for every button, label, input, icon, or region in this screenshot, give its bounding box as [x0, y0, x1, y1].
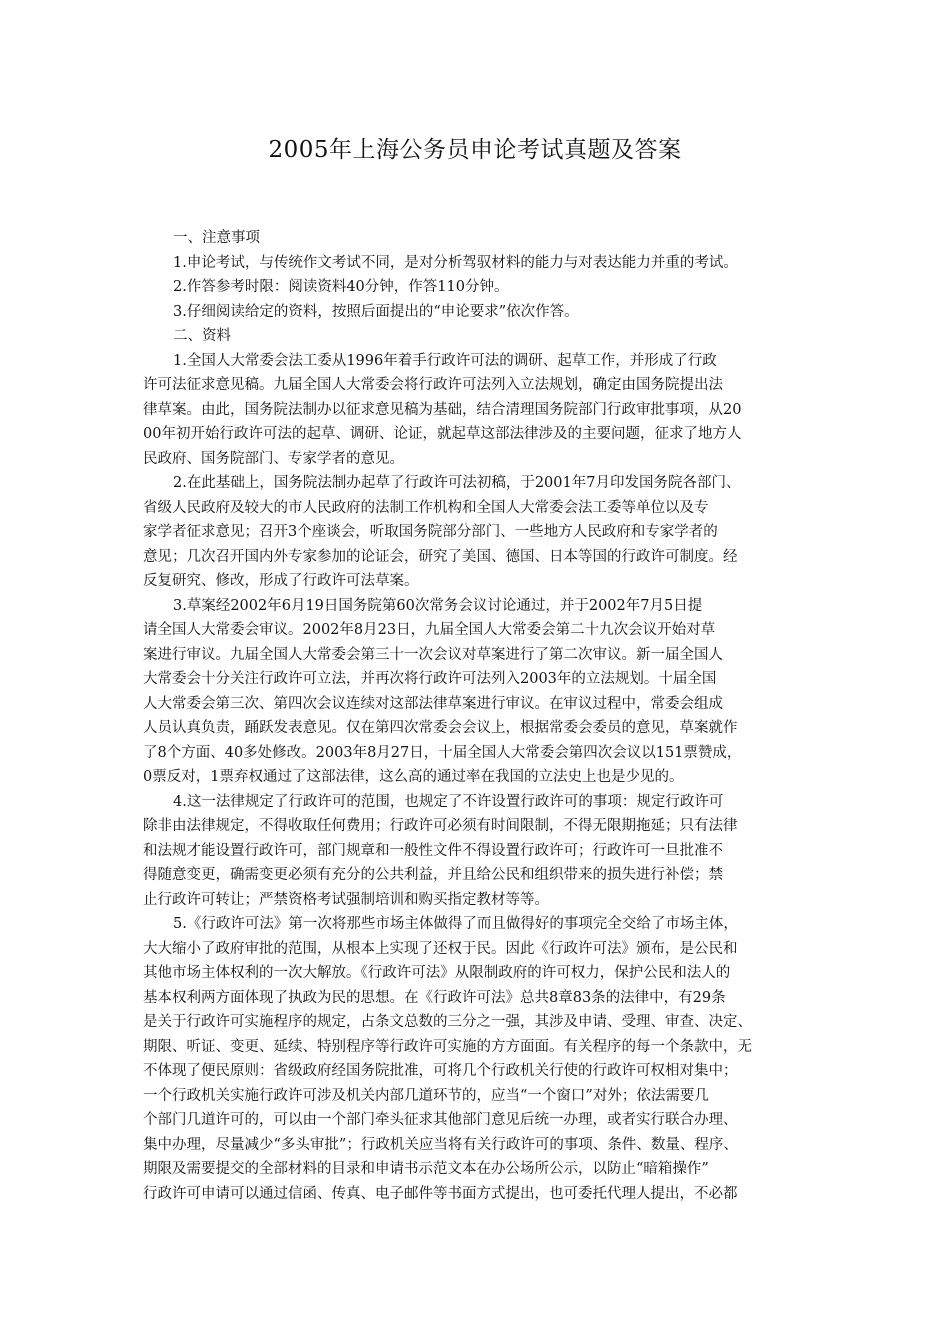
text-line: 其他市场主体权利的一次大解放。《行政许可法》从限制政府的许可权力，保护公民和法人的 [143, 965, 731, 981]
text-line: 2.在此基础上，国务院法制办起草了行政许可法初稿，于2001年7月印发国务院各部门、 [173, 475, 741, 491]
text-line: 1.申论考试，与传统作文考试不同，是对分析驾驭材料的能力与对表达能力并重的考试。 [173, 254, 738, 271]
text-line: 不体现了便民原则：省级政府经国务院批准，可将几个行政机关行使的行政许可权相对集中； [143, 1063, 738, 1079]
text-line: 集中办理，尽量减少“多头审批”；行政机关应当将有关行政许可的事项、条件、数量、程序、 [143, 1136, 738, 1153]
text-line: 0票反对，1票弃权通过了这部法律，这么高的通过率在我国的立法史上也是少见的。 [143, 769, 684, 785]
text-line: 5.《行政许可法》第一次将那些市场主体做得了而且做得好的事项完全交给了市场主体， [173, 916, 738, 932]
text-line: 民政府、国务院部门、专家学者的意见。 [143, 450, 404, 467]
document-body [143, 226, 823, 1206]
text-line: 二、资料 [173, 328, 231, 344]
text-line: 行政许可申请可以通过信函、传真、电子邮件等书面方式提出，也可委托代理人提出，不必都 [143, 1185, 738, 1202]
text-line: 大大缩小了政府审批的范围，从根本上实现了还权于民。因此《行政许可法》颁布，是公民和 [143, 940, 738, 957]
text-line: 期限、听证、变更、延续、特别程序等行政许可实施的方方面面。有关程序的每一个条款中，无 [143, 1038, 752, 1055]
text-line: 一个行政机关实施行政许可涉及机关内部几道环节的，应当“一个窗口”对外；依法需要几 [143, 1087, 709, 1104]
text-line: 了8个方面、40多处修改。2003年8月27日，十届全国人大常委会第四次会议以151票赞成， [143, 744, 742, 761]
text-line: 期限及需要提交的全部材料的目录和申请书示范文本在办公场所公示，以防止“暗箱操作” [143, 1161, 709, 1177]
text-line: 和法规才能设置行政许可，部门规章和一般性文件不得设置行政许可；行政许可一旦批准不 [143, 842, 723, 859]
text-line: 大常委会十分关注行政许可立法，并再次将行政许可法列入2003年的立法规划。十届全国 [143, 671, 717, 687]
text-line: 基本权利两方面体现了执政为民的思想。在《行政许可法》总共8章83条的法律中，有29条 [143, 989, 726, 1006]
text-line: 人大常委会第三次、第四次会议连续对这部法律草案进行审议。在审议过程中，常委会组成 [143, 695, 723, 712]
text-line: 家学者征求意见；召开3个座谈会，听取国务院部分部门、一些地方人民政府和专家学者的 [143, 524, 718, 540]
text-line: 除非由法律规定，不得收取任何费用；行政许可必须有时间限制，不得无限期拖延；只有法律 [143, 818, 738, 834]
text-line: 3.仔细阅读给定的资料，按照后面提出的“申论要求”依次作答。 [173, 303, 579, 320]
text-line: 得随意变更，确需变更必须有充分的公共利益，并且给公民和组织带来的损失进行补偿；禁 [143, 867, 723, 883]
text-line: 3.草案经2002年6月19日国务院第60次常务会议讨论通过，并于2002年7月5日提 [173, 597, 703, 614]
text-line: 00年初开始行政许可法的起草、调研、论证，就起草这部法律涉及的主要问题，征求了地方人 [143, 426, 742, 442]
text-line: 反复研究、修改，形成了行政许可法草案。 [143, 573, 419, 589]
text-line: 许可法征求意见稿。九届全国人大常委会将行政许可法列入立法规划，确定由国务院提出法 [143, 377, 723, 393]
document-title: 2005年上海公务员申论考试真题及答案 [268, 137, 682, 163]
text-line: 是关于行政许可实施程序的规定，占条文总数的三分之一强，其涉及申请、受理、审查、决定、 [143, 1014, 752, 1030]
text-line: 止行政许可转让；严禁资格考试强制培训和购买指定教材等等。 [143, 891, 549, 908]
text-line: 案进行审议。九届全国人大常委会第三十一次会议对草案进行了第二次审议。新一届全国人 [143, 646, 723, 663]
text-line: 律草案。由此，国务院法制办以征求意见稿为基础，结合清理国务院部门行政审批事项，从20 [143, 401, 742, 418]
text-line: 2.作答参考时限：阅读资料40分钟，作答110分钟。 [173, 279, 509, 295]
text-line: 请全国人大常委会审议。2002年8月23日，九届全国人大常委会第二十九次会议开始对草 [143, 622, 716, 638]
text-line: 人员认真负责，踊跃发表意见。仅在第四次常委会会议上，根据常委会委员的意见，草案就作 [143, 720, 738, 736]
text-line: 省级人民政府及较大的市人民政府的法制工作机构和全国人大常委会法工委等单位以及专 [143, 499, 709, 516]
text-line: 意见；几次召开国内外专家参加的论证会，研究了美国、德国、日本等国的行政许可制度。经 [143, 548, 738, 565]
text-line: 个部门几道许可的，可以由一个部门牵头征求其他部门意见后统一办理，或者实行联合办理、 [143, 1112, 738, 1128]
text-line: 一、注意事项 [173, 230, 260, 246]
text-line: 4.这一法律规定了行政许可的范围，也规定了不许设置行政许可的事项：规定行政许可 [173, 793, 724, 810]
text-line: 1.全国人大常委会法工委从1996年着手行政许可法的调研、起草工作，并形成了行政 [173, 352, 717, 369]
